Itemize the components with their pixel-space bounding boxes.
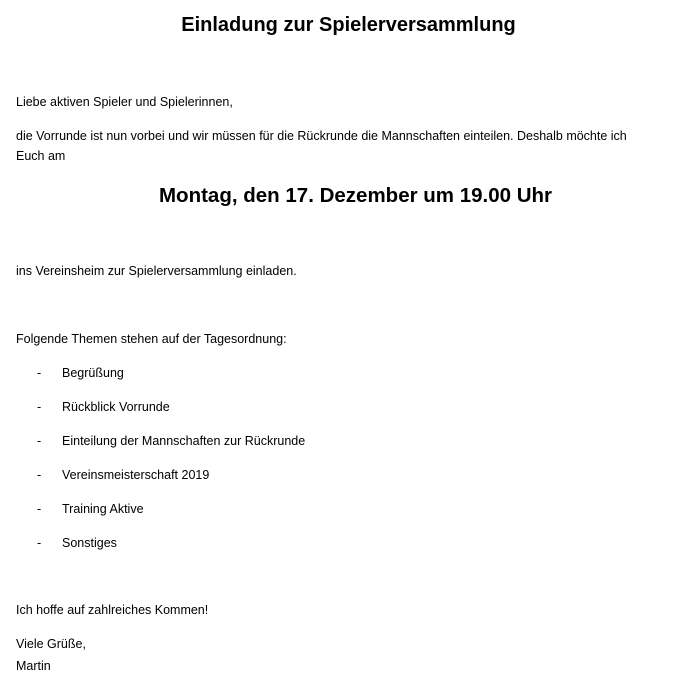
bullet-dash: - — [37, 468, 42, 482]
agenda-item-text: Vereinsmeisterschaft 2019 — [62, 468, 210, 482]
agenda-item-text: Rückblick Vorrunde — [62, 400, 170, 414]
regards-text: Viele Grüße, — [16, 637, 86, 651]
greeting-text: Liebe aktiven Spieler und Spielerinnen, — [16, 95, 233, 109]
bullet-dash: - — [37, 536, 42, 550]
agenda-intro: Folgende Themen stehen auf der Tagesordnung: — [16, 332, 287, 346]
intro-line-1: die Vorrunde ist nun vorbei und wir müssen für die Rückrunde die Mannschaften einteilen. Deshalb möchte ich — [16, 129, 627, 143]
bullet-dash: - — [37, 366, 42, 380]
meeting-date-headline: Montag, den 17. Dezember um 19.00 Uhr — [158, 184, 553, 207]
bullet-dash: - — [37, 400, 42, 414]
intro-line-2: Euch am — [16, 149, 66, 163]
agenda-item-text: Begrüßung — [62, 366, 124, 380]
signature-name: Martin — [16, 659, 51, 673]
agenda-item-text: Einteilung der Mannschaften zur Rückrunde — [62, 434, 306, 448]
agenda-item-text: Training Aktive — [62, 502, 144, 516]
document-title: Einladung zur Spielerversammlung — [181, 14, 516, 36]
bullet-dash: - — [37, 502, 42, 516]
bullet-dash: - — [37, 434, 42, 448]
location-text: ins Vereinsheim zur Spielerversammlung einladen. — [16, 264, 297, 278]
agenda-item-text: Sonstiges — [62, 536, 117, 550]
closing-text: Ich hoffe auf zahlreiches Kommen! — [16, 603, 209, 617]
